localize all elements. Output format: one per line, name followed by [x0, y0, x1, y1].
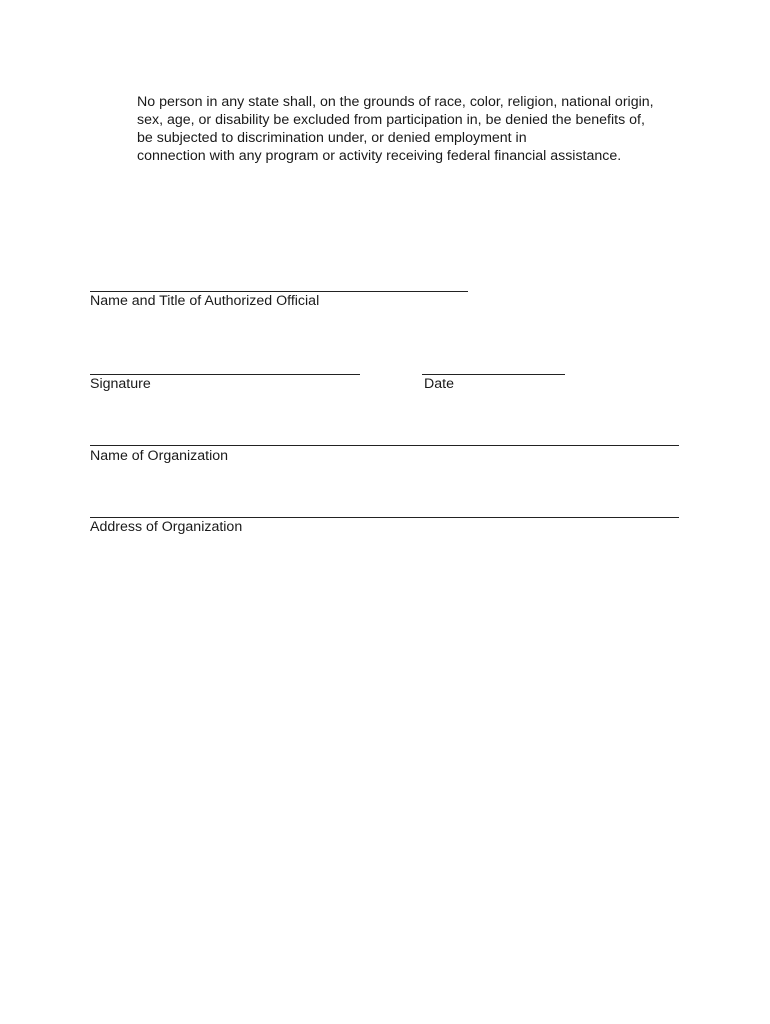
signature-label: Signature	[90, 376, 151, 392]
organization-name-label: Name of Organization	[90, 448, 229, 464]
statement-line: sex, age, or disability be excluded from participation in, be denied the benefits of,	[137, 112, 645, 128]
statement-line: be subjected to discrimination under, or denied employment in	[137, 130, 527, 146]
statement-line: connection with any program or activity receiving federal financial assistance.	[137, 148, 622, 164]
organization-address-line[interactable]	[90, 517, 679, 518]
signature-line[interactable]	[90, 374, 360, 375]
date-line[interactable]	[422, 374, 565, 375]
statement-line: No person in any state shall, on the grounds of race, color, religion, national origin,	[137, 94, 654, 110]
organization-name-line[interactable]	[90, 445, 679, 446]
organization-address-label: Address of Organization	[90, 519, 243, 535]
official-name-line[interactable]	[90, 291, 468, 292]
date-label: Date	[424, 376, 454, 392]
official-name-label: Name and Title of Authorized Official	[90, 293, 320, 309]
nondiscrimination-statement	[137, 93, 697, 165]
